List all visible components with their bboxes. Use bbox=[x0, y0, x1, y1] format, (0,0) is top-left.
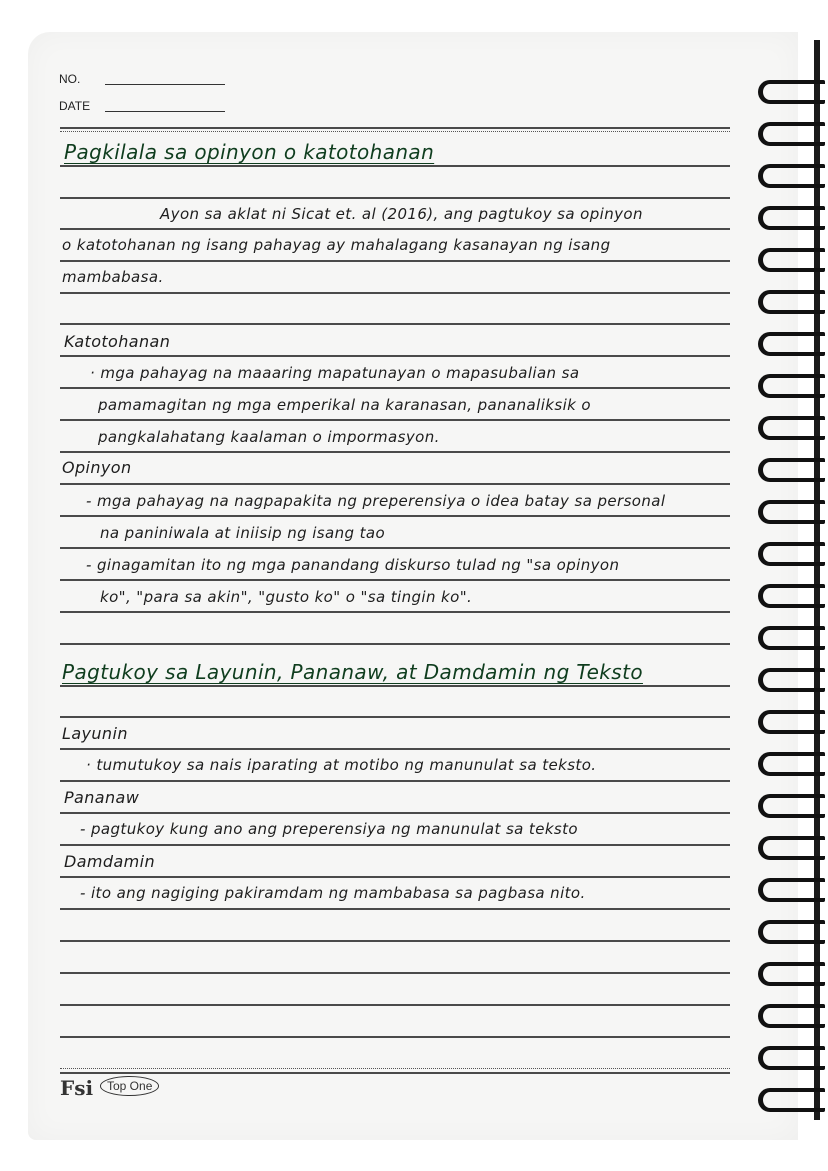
rule bbox=[60, 876, 730, 878]
rule bbox=[60, 228, 730, 230]
coil bbox=[758, 710, 825, 734]
katotohanan-line: · mga pahayag na maaaring mapatunayan o mapasubalian sa bbox=[90, 364, 580, 382]
coil bbox=[758, 1046, 825, 1070]
coil bbox=[758, 122, 825, 146]
pananaw-line: - pagtukoy kung ano ang preperensiya ng manunulat sa teksto bbox=[80, 820, 579, 838]
rule bbox=[60, 127, 730, 129]
rule bbox=[60, 260, 730, 262]
rule bbox=[60, 1072, 730, 1074]
rule bbox=[60, 716, 730, 718]
date-line bbox=[105, 111, 225, 112]
coil bbox=[758, 1088, 825, 1112]
layunin-line: · tumutukoy sa nais iparating at motibo ng manunulat sa teksto. bbox=[86, 756, 597, 774]
section2-title: Pagtukoy sa Layunin, Pananaw, at Damdamin ng Teksto bbox=[62, 660, 643, 684]
damdamin-line: - ito ang nagiging pakiramdam ng mambabasa sa pagbasa nito. bbox=[80, 884, 586, 902]
rule bbox=[60, 685, 730, 687]
coil bbox=[758, 878, 825, 902]
opinyon-line: - ginagamitan ito ng mga panandang diskurso tulad ng "sa opinyon bbox=[86, 556, 620, 574]
product-badge: Top One bbox=[100, 1076, 159, 1096]
rule bbox=[60, 972, 730, 974]
rule bbox=[60, 643, 730, 645]
intro-line: mambabasa. bbox=[62, 268, 164, 286]
brand-logo: Fsi bbox=[60, 1076, 94, 1100]
rule bbox=[60, 323, 730, 325]
spiral-binding bbox=[738, 0, 828, 1171]
coil bbox=[758, 626, 825, 650]
pananaw-heading: Pananaw bbox=[64, 788, 140, 807]
opinyon-line: - mga pahayag na nagpapakita ng preperensiya o idea batay sa personal bbox=[86, 492, 666, 510]
coil bbox=[758, 80, 825, 104]
coil bbox=[758, 290, 825, 314]
dotted-rule bbox=[60, 131, 730, 132]
opinyon-heading: Opinyon bbox=[62, 458, 132, 477]
coil bbox=[758, 836, 825, 860]
date-label: DATE bbox=[59, 99, 91, 113]
coil bbox=[758, 164, 825, 188]
rule bbox=[60, 165, 730, 167]
section1-title: Pagkilala sa opinyon o katotohanan bbox=[64, 140, 435, 164]
rule bbox=[60, 1004, 730, 1006]
rule bbox=[60, 355, 730, 357]
coil bbox=[758, 500, 825, 524]
layunin-heading: Layunin bbox=[62, 724, 128, 743]
intro-line: o katotohanan ng isang pahayag ay mahalagang kasanayan ng isang bbox=[62, 236, 611, 254]
rule bbox=[60, 611, 730, 613]
coil bbox=[758, 584, 825, 608]
coil bbox=[758, 668, 825, 692]
katotohanan-line: pangkalahatang kaalaman o impormasyon. bbox=[98, 428, 440, 446]
coil bbox=[758, 458, 825, 482]
coil bbox=[758, 794, 825, 818]
rule bbox=[60, 483, 730, 485]
damdamin-heading: Damdamin bbox=[64, 852, 156, 871]
rule bbox=[60, 451, 730, 453]
dotted-rule bbox=[60, 1068, 730, 1069]
rule bbox=[60, 579, 730, 581]
no-label: NO. bbox=[59, 72, 81, 86]
katotohanan-heading: Katotohanan bbox=[64, 332, 171, 351]
rule bbox=[60, 844, 730, 846]
coil bbox=[758, 920, 825, 944]
rule bbox=[60, 1036, 730, 1038]
rule bbox=[60, 940, 730, 942]
intro-line: Ayon sa aklat ni Sicat et. al (2016), ang pagtukoy sa opinyon bbox=[160, 205, 643, 223]
katotohanan-line: pamamagitan ng mga emperikal na karanasan, pananaliksik o bbox=[98, 396, 591, 414]
coil bbox=[758, 752, 825, 776]
coil bbox=[758, 416, 825, 440]
coil bbox=[758, 248, 825, 272]
rule bbox=[60, 812, 730, 814]
coil bbox=[758, 1004, 825, 1028]
rule bbox=[60, 292, 730, 294]
opinyon-line: ko", "para sa akin", "gusto ko" o "sa tingin ko". bbox=[100, 588, 473, 606]
coil bbox=[758, 374, 825, 398]
coil bbox=[758, 542, 825, 566]
rule bbox=[60, 748, 730, 750]
coil bbox=[758, 206, 825, 230]
rule bbox=[60, 908, 730, 910]
no-line bbox=[105, 84, 225, 85]
opinyon-line: na paniniwala at iniisip ng isang tao bbox=[100, 524, 386, 542]
coil bbox=[758, 332, 825, 356]
rule bbox=[60, 780, 730, 782]
rule bbox=[60, 197, 730, 199]
rule bbox=[60, 387, 730, 389]
coil bbox=[758, 962, 825, 986]
rule bbox=[60, 547, 730, 549]
rule bbox=[60, 515, 730, 517]
spine bbox=[814, 40, 820, 1120]
rule bbox=[60, 419, 730, 421]
